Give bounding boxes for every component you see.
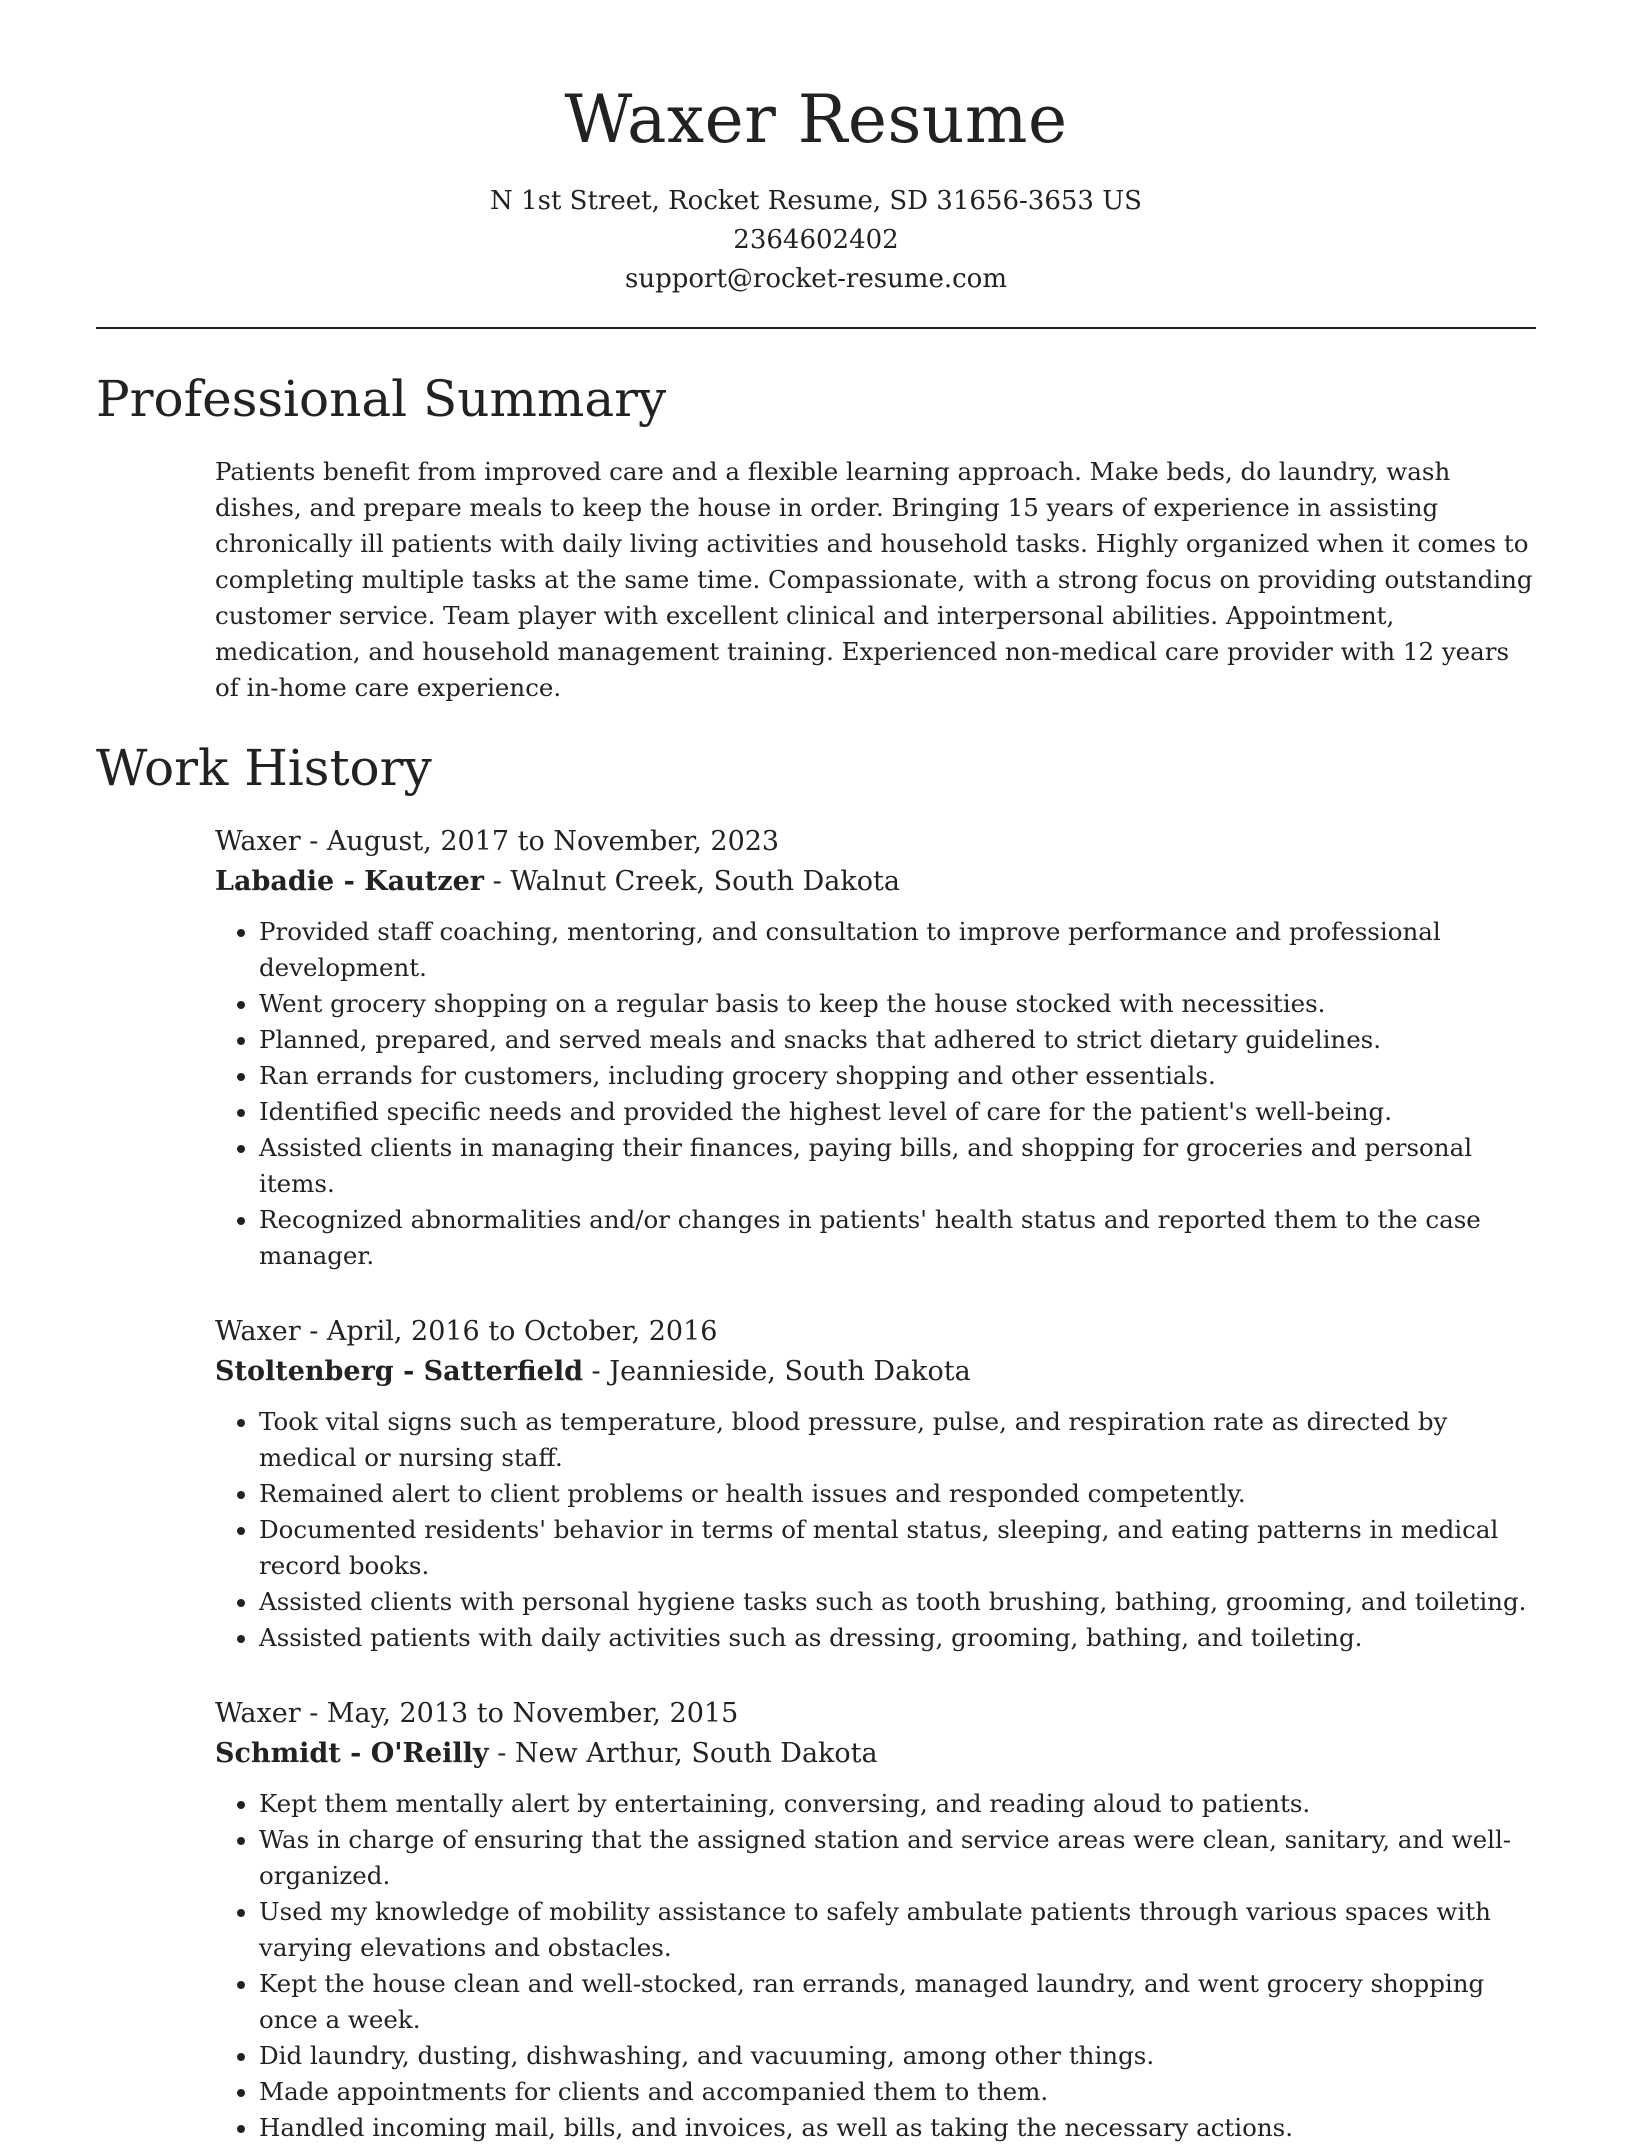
job-bullets xyxy=(215,1404,1536,1656)
job-bullet: • Assisted clients in managing their finances, paying bills, and shopping for groceries and personal items. xyxy=(259,1130,1536,1202)
employer-name: Schmidt - O'Reilly xyxy=(215,1737,489,1769)
resume-header xyxy=(0,0,1632,299)
work-history-heading: Work History xyxy=(96,739,432,798)
job-bullet: • Kept the house clean and well-stocked, ran errands, managed laundry, and went grocery shopping once a week. xyxy=(259,1966,1536,2038)
job-bullet: • Assisted patients with daily activities such as dressing, grooming, bathing, and toileting. xyxy=(259,1620,1536,1656)
contact-email: support@rocket-resume.com xyxy=(624,263,1007,294)
job-entry xyxy=(215,822,1536,1274)
summary-text: Patients benefit from improved care and a flexible learning approach. Make beds, do laundry, wash dishes, and prepare meals to keep the house in order. Bringing 15 years of experience in assisting chronically ill patients with daily living activities and household tasks. Highly organized when it comes to completing multiple tasks at the same time. Compassionate, with a strong focus on providing outstanding customer service. Team player with excellent clinical and interpersonal abilities. Appointment, medication, and household management training. Experienced non-medical care provider with 12 years of in-home care experience. xyxy=(215,457,1533,703)
job-bullet: • Planned, prepared, and served meals and snacks that adhered to strict dietary guidelines. xyxy=(259,1022,1536,1058)
contact-address: N 1st Street, Rocket Resume, SD 31656-3653 US xyxy=(490,185,1142,216)
job-bullets xyxy=(215,1786,1536,2146)
employer-line xyxy=(215,1734,1536,1774)
employer-location: - New Arthur, South Dakota xyxy=(488,1737,878,1769)
job-bullet: • Took vital signs such as temperature, blood pressure, pulse, and respiration rate as directed by medical or nursing staff. xyxy=(259,1404,1536,1476)
employer-name: Labadie - Kautzer xyxy=(215,865,484,897)
job-bullet: • Documented residents' behavior in terms of mental status, sleeping, and eating patterns in medical record books. xyxy=(259,1512,1536,1584)
job-bullet: • Identified specific needs and provided the highest level of care for the patient's well-being. xyxy=(259,1094,1536,1130)
contact-phone: 2364602402 xyxy=(733,224,899,255)
job-bullet: • Made appointments for clients and accompanied them to them. xyxy=(259,2074,1536,2110)
job-bullet: • Did laundry, dusting, dishwashing, and vacuuming, among other things. xyxy=(259,2038,1536,2074)
employer-location: - Walnut Creek, South Dakota xyxy=(483,865,900,897)
summary-heading: Professional Summary xyxy=(96,369,667,428)
job-bullets xyxy=(215,914,1536,1274)
job-title-dates: Waxer - May, 2013 to November, 2015 xyxy=(215,1697,739,1729)
job-entry xyxy=(215,1312,1536,1656)
resume-name: Waxer Resume xyxy=(564,81,1068,158)
contact-block xyxy=(0,182,1632,299)
job-bullet: • Recognized abnormalities and/or changes in patients' health status and reported them to the case manager. xyxy=(259,1202,1536,1274)
employer-name: Stoltenberg - Satterfield xyxy=(215,1355,583,1387)
job-bullet: • Kept them mentally alert by entertaining, conversing, and reading aloud to patients. xyxy=(259,1786,1536,1822)
job-bullet: • Handled incoming mail, bills, and invoices, as well as taking the necessary actions. xyxy=(259,2110,1536,2146)
job-entry xyxy=(215,1694,1536,2146)
job-title-dates: Waxer - August, 2017 to November, 2023 xyxy=(215,825,780,857)
job-bullet: • Assisted clients with personal hygiene tasks such as tooth brushing, bathing, grooming, and toileting. xyxy=(259,1584,1536,1620)
header-divider xyxy=(96,327,1536,329)
job-bullet: • Used my knowledge of mobility assistance to safely ambulate patients through various spaces with varying elevations and obstacles. xyxy=(259,1894,1536,1966)
job-bullet: • Went grocery shopping on a regular basis to keep the house stocked with necessities. xyxy=(259,986,1536,1022)
job-bullet: • Ran errands for customers, including grocery shopping and other essentials. xyxy=(259,1058,1536,1094)
job-bullet: • Provided staff coaching, mentoring, and consultation to improve performance and professional development. xyxy=(259,914,1536,986)
job-bullet: • Was in charge of ensuring that the assigned station and service areas were clean, sanitary, and well-organized. xyxy=(259,1822,1536,1894)
job-title-dates: Waxer - April, 2016 to October, 2016 xyxy=(215,1315,718,1347)
employer-location: - Jeannieside, South Dakota xyxy=(582,1355,971,1387)
employer-line xyxy=(215,862,1536,902)
job-bullet: • Remained alert to client problems or health issues and responded competently. xyxy=(259,1476,1536,1512)
employer-line xyxy=(215,1352,1536,1392)
